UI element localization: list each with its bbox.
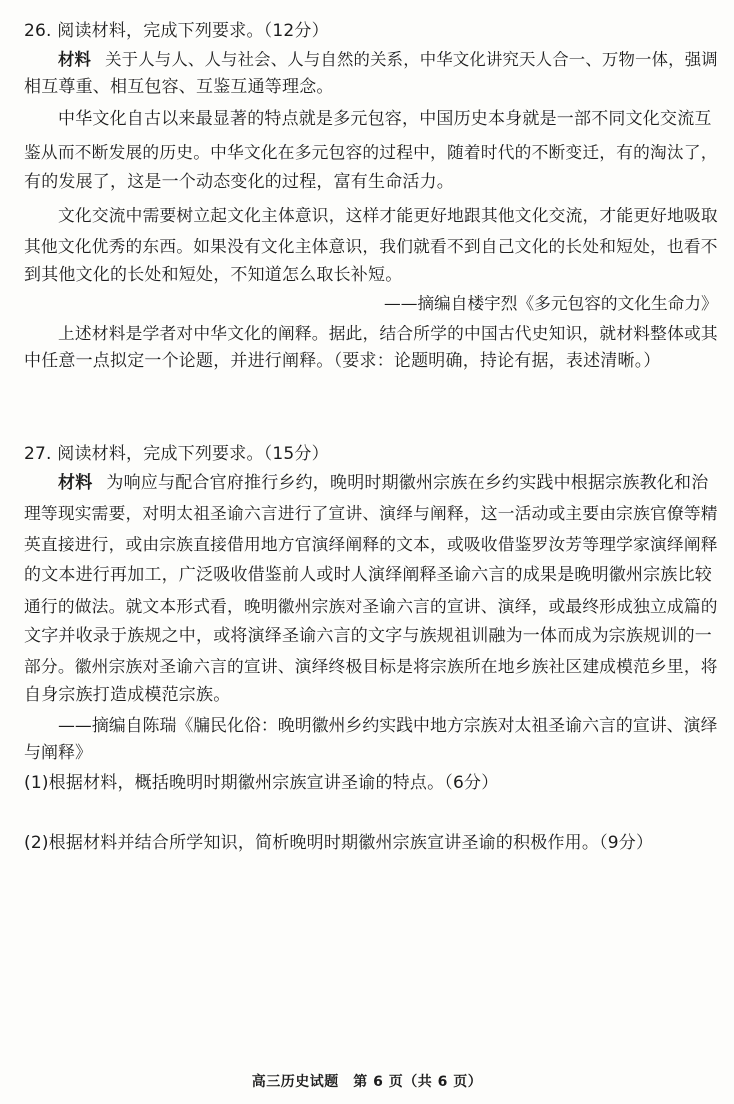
q26-heading: 26. 阅读材料，完成下列要求。（12分）	[24, 21, 329, 41]
q27-subquestion-1: (1)根据材料，概括晚明时期徽州宗族宣讲圣谕的特点。（6分）	[24, 773, 499, 793]
q26-material-label: 材料	[58, 50, 92, 69]
q27-text-line: 英直接进行，或由宗族直接借用地方官演绎阐释的文本，或吸收借鉴罗汝芳等理学家演绎阐释	[24, 534, 718, 554]
q26-source: ——摘编自楼宇烈《多元包容的文化生命力》	[384, 293, 718, 313]
q26-text-line: 到其他文化的长处和短处，不知道怎么取长补短。	[24, 265, 403, 285]
q26-text-line: 有的发展了，这是一个动态变化的过程，富有生命活力。	[24, 172, 454, 192]
q27-source-line: ——摘编自陈瑞《牖民化俗：晚明徽州乡约实践中地方宗族对太祖圣谕六言的宣讲、演绎	[58, 715, 718, 735]
page-footer: 高三历史试题 第 6 页（共 6 页）	[251, 1074, 483, 1090]
q27-material-line	[58, 470, 714, 496]
q26-material-line	[58, 47, 718, 73]
q27-heading: 27. 阅读材料，完成下列要求。（15分）	[24, 444, 329, 464]
q27-text-line: 自身宗族打造成模范宗族。	[24, 685, 231, 705]
q27-text-line: 为响应与配合官府推行乡约，晚明时期徽州宗族在乡约实践中根据宗族教化和治	[106, 473, 709, 493]
q27-text-line: 理等现实需要，对明太祖圣谕六言进行了宣讲、演绎与阐释，这一活动或主要由宗族官僚等精	[24, 503, 718, 523]
q26-task-line: 中任意一点拟定一个论题，并进行阐释。（要求：论题明确，持论有据，表述清晰。）	[24, 351, 661, 371]
q27-text-line: 文字并收录于族规之中，或将演绎圣谕六言的文字与族规祖训融为一体而成为宗族规训的一	[24, 626, 712, 646]
q26-text-line: 鉴从而不断发展的历史。中华文化在多元包容的过程中，随着时代的不断变迁，有的淘汰了，	[24, 142, 718, 162]
q27-text-line: 通行的做法。就文本形式看，晚明徽州宗族对圣谕六言的宣讲、演绎，或最终形成独立成篇的	[24, 596, 718, 616]
q27-source-line: 与阐释》	[24, 743, 92, 763]
q26-task-line: 上述材料是学者对中华文化的阐释。据此，结合所学的中国古代史知识，就材料整体或其	[58, 323, 718, 343]
q27-subquestion-2: (2)根据材料并结合所学知识，简析晚明时期徽州宗族宣讲圣谕的积极作用。（9分）	[24, 833, 654, 853]
q26-text-line: 关于人与人、人与社会、人与自然的关系，中华文化讲究天人合一、万物一体，强调	[105, 50, 718, 69]
q26-text-line: 相互尊重、相互包容、互鉴互通等理念。	[24, 77, 334, 97]
q26-text-line: 其他文化优秀的东西。如果没有文化主体意识，我们就看不到自己文化的长处和短处，也看不	[24, 236, 718, 256]
q27-material-label: 材料	[58, 473, 93, 493]
q27-text-line: 的文本进行再加工，广泛吸收借鉴前人或时人演绎阐释圣谕六言的成果是晚明徽州宗族比较	[24, 565, 712, 585]
q26-text-line: 中华文化自古以来最显著的特点就是多元包容，中国历史本身就是一部不同文化交流互	[58, 109, 712, 129]
q26-text-line: 文化交流中需要树立起文化主体意识，这样才能更好地跟其他文化交流，才能更好地吸取	[58, 205, 718, 225]
q27-text-line: 部分。徽州宗族对圣谕六言的宣讲、演绎终极目标是将宗族所在地乡族社区建成模范乡里，将	[24, 656, 718, 676]
